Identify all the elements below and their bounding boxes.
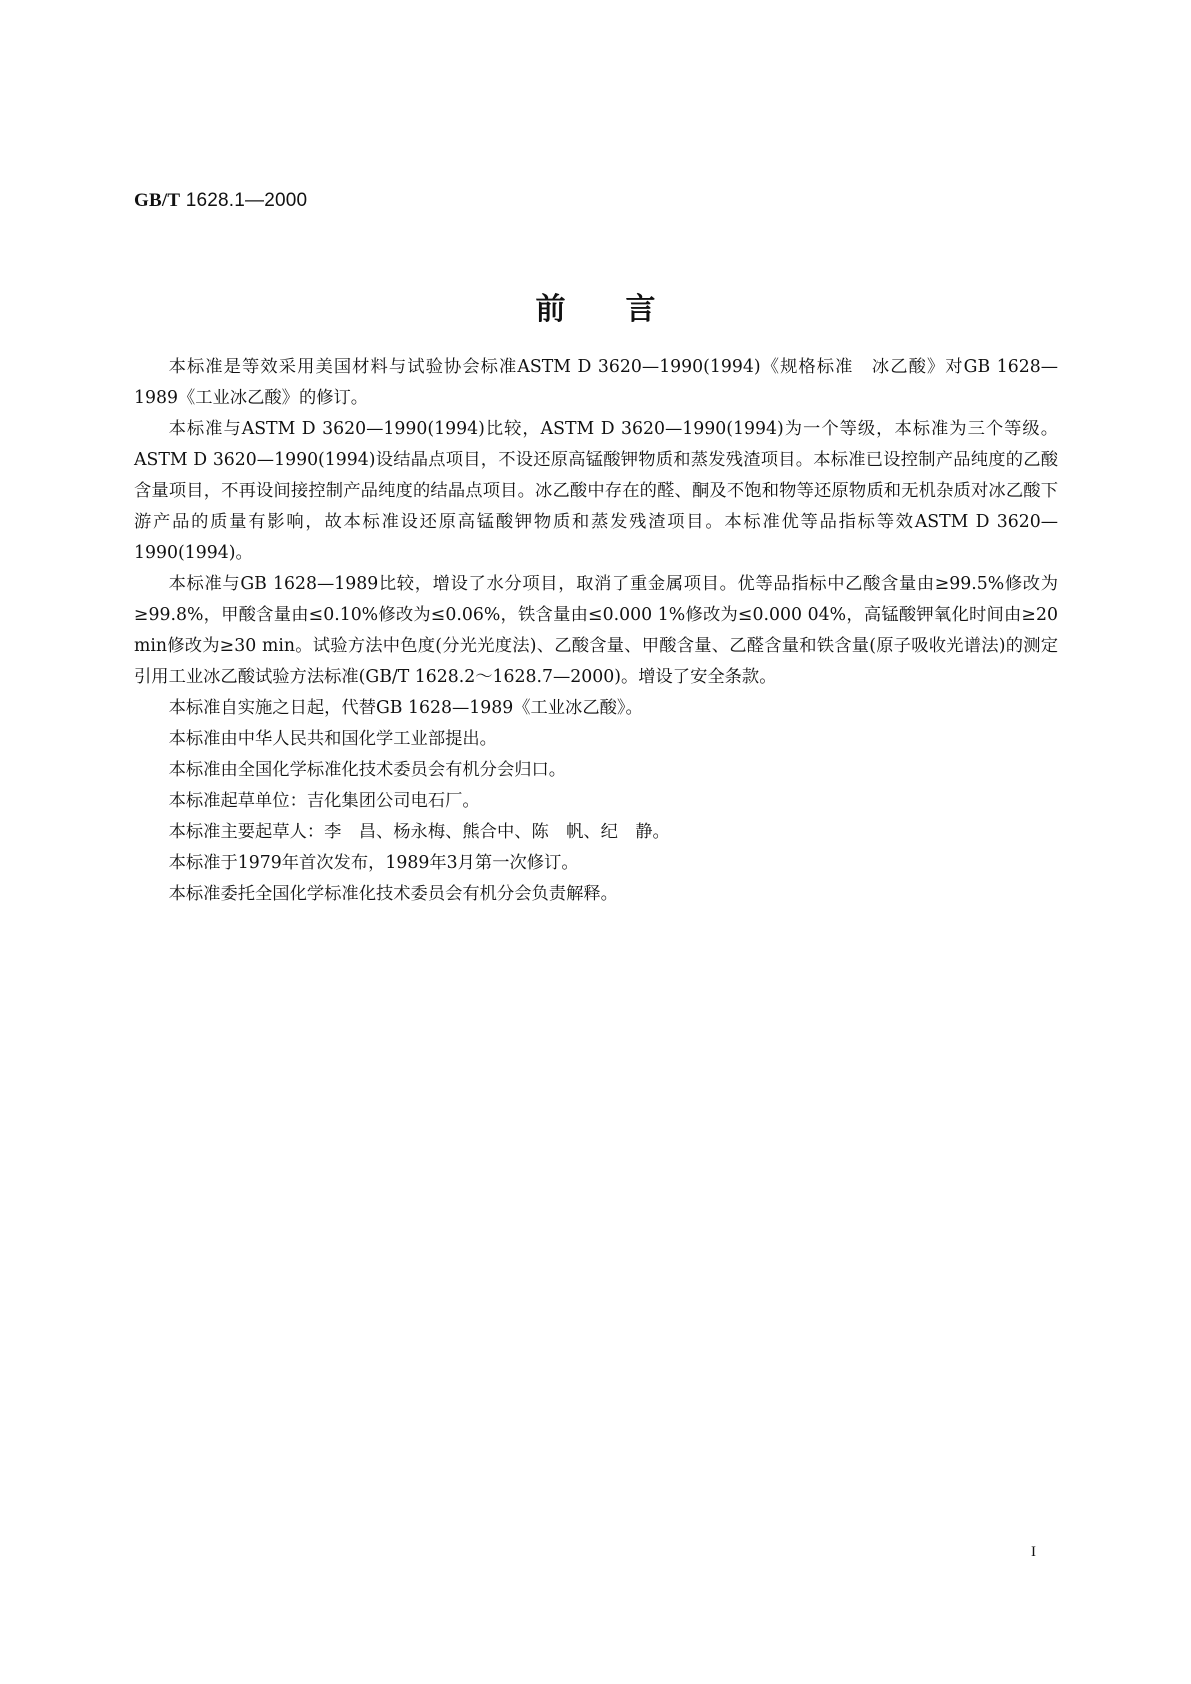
page-title: 前言	[535, 292, 716, 327]
paragraph: 本标准由全国化学标准化技术委员会有机分会归口。	[168, 760, 567, 780]
foreword-body	[134, 352, 1058, 910]
paragraph: 本标准起草单位：吉化集团公司电石厂。	[168, 791, 480, 811]
paragraph: 本标准由中华人民共和国化学工业部提出。	[168, 729, 497, 749]
page-number: I	[1031, 1544, 1036, 1560]
paragraph: 本标准委托全国化学标准化技术委员会有机分会负责解释。	[168, 884, 618, 904]
paragraph: 本标准主要起草人：李 昌、杨永梅、熊合中、陈 帆、纪 静。	[168, 822, 670, 842]
paragraph: 本标准与ASTM D 3620—1990(1994)比较，ASTM D 3620—1990(1994)为一个等级，本标准为三个等级。ASTM D 3620—1990(1994)设结晶点项目，不设还原高锰酸钾物质和蒸发残渣项目。本标准已设控制产品纯度的乙酸含量项目，不再设间接控制产品纯度的结晶点项目。冰乙酸中存在的醛、酮及不饱和物等还原物质和无机杂质对冰乙酸下游产品的质量有影响，故本标准设还原高锰酸钾物质和蒸发残渣项目。本标准优等品指标等效ASTM D 3620—1990(1994)。	[134, 419, 1058, 563]
standard-code	[134, 190, 307, 212]
standard-code-number: 1628.1—2000	[180, 190, 308, 211]
paragraph: 本标准于1979年首次发布，1989年3月第一次修订。	[168, 853, 579, 873]
paragraph: 本标准自实施之日起，代替GB 1628—1989《工业冰乙酸》。	[168, 698, 643, 718]
standard-code-prefix: GB/T	[134, 190, 181, 211]
paragraph: 本标准是等效采用美国材料与试验协会标准ASTM D 3620—1990(1994)《规格标准 冰乙酸》对GB 1628—1989《工业冰乙酸》的修订。	[134, 357, 1058, 408]
paragraph: 本标准与GB 1628—1989比较，增设了水分项目，取消了重金属项目。优等品指标中乙酸含量由≥99.5%修改为≥99.8%，甲酸含量由≤0.10%修改为≤0.06%，铁含量由≤0.000 1%修改为≤0.000 04%，高锰酸钾氧化时间由≥20 min修改为≥30 min。试验方法中色度(分光光度法)、乙酸含量、甲酸含量、乙醛含量和铁含量(原子吸收光谱法)的测定引用工业冰乙酸试验方法标准(GB/T 1628.2～1628.7—2000)。增设了安全条款。	[134, 574, 1058, 687]
